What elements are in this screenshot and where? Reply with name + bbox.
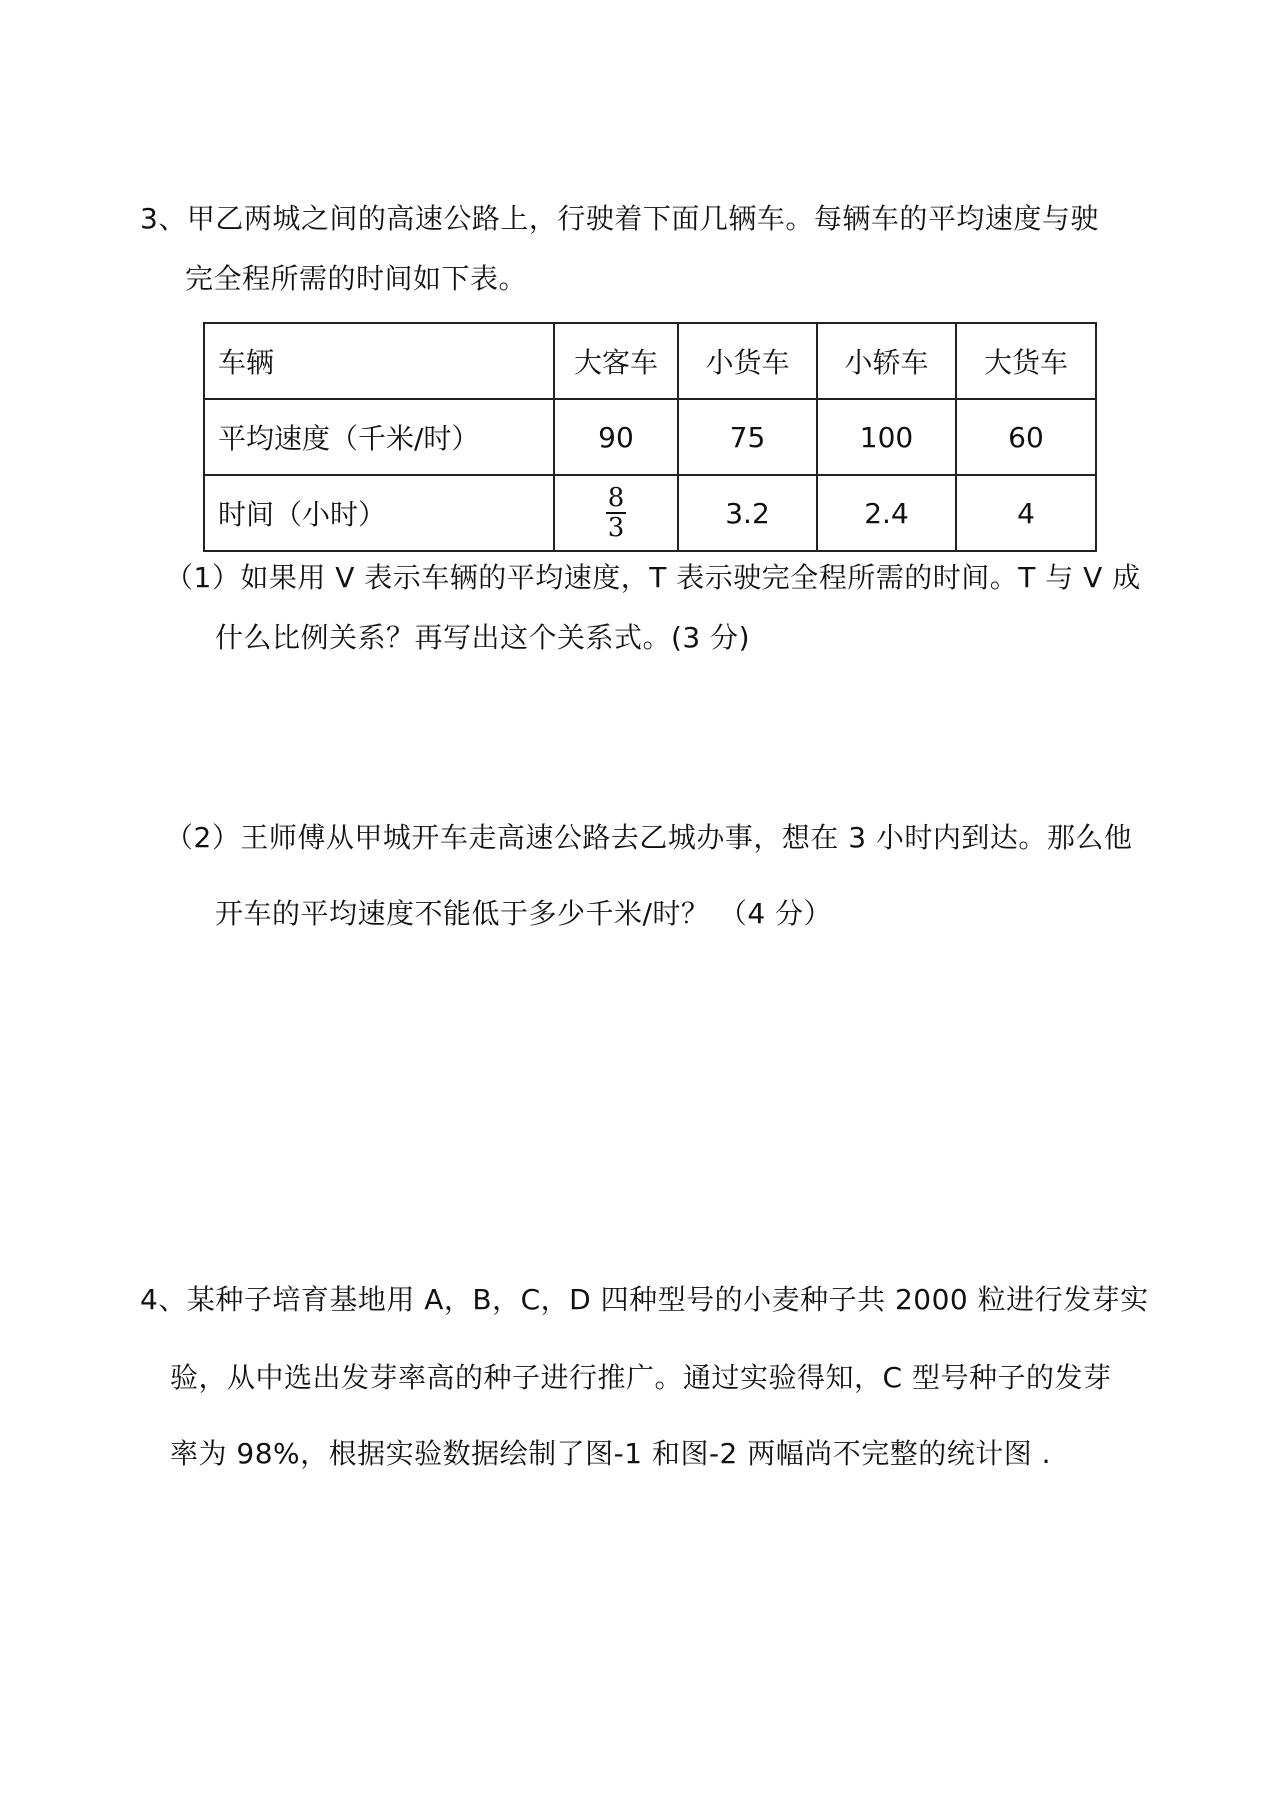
table-row — [204, 475, 1096, 551]
speed-cell: 90 — [554, 399, 678, 475]
vehicle-name: 大货车 — [956, 323, 1096, 399]
vehicle-name: 小货车 — [678, 323, 817, 399]
time-cell: 4 — [956, 475, 1096, 551]
row-header-speed: 平均速度（千米/时） — [204, 399, 554, 475]
fraction-numerator: 8 — [607, 482, 625, 513]
table-row — [204, 399, 1096, 475]
time-cell: 3.2 — [678, 475, 817, 551]
q3-stem-line-2: 完全程所需的时间如下表。 — [185, 262, 528, 295]
q3-sub2-line-2: 开车的平均速度不能低于多少千米/时？ （4 分） — [215, 897, 833, 930]
table-row — [204, 323, 1096, 399]
speed-cell: 75 — [678, 399, 817, 475]
time-cell: 2.4 — [817, 475, 956, 551]
q4-stem-line-1: 4、某种子培育基地用 A，B，C，D 四种型号的小麦种子共 2000 粒进行发芽实 — [140, 1283, 1149, 1316]
q3-stem-line-1: 3、甲乙两城之间的高速公路上，行驶着下面几辆车。每辆车的平均速度与驶 — [140, 202, 1099, 235]
q4-stem-line-3: 率为 98%，根据实验数据绘制了图-1 和图-2 两幅尚不完整的统计图 . — [170, 1437, 1052, 1470]
fraction-denominator: 3 — [607, 512, 625, 543]
fraction — [606, 484, 627, 542]
row-header-time: 时间（小时） — [204, 475, 554, 551]
q3-sub2-line-1: （2）王师傅从甲城开车走高速公路去乙城办事，想在 3 小时内到达。那么他 — [165, 821, 1133, 854]
vehicle-table — [203, 322, 1097, 552]
q3-sub1-line-1: （1）如果用 V 表示车辆的平均速度，T 表示驶完全程所需的时间。T 与 V 成 — [165, 561, 1141, 594]
vehicle-name: 大客车 — [554, 323, 678, 399]
q4-stem-line-2: 验，从中选出发芽率高的种子进行推广。通过实验得知，C 型号种子的发芽 — [170, 1361, 1112, 1394]
q3-sub1-line-2: 什么比例关系？再写出这个关系式。(3 分) — [215, 621, 751, 654]
row-header-vehicle: 车辆 — [204, 323, 554, 399]
time-cell-fraction — [554, 475, 678, 551]
vehicle-name: 小轿车 — [817, 323, 956, 399]
speed-cell: 60 — [956, 399, 1096, 475]
speed-cell: 100 — [817, 399, 956, 475]
